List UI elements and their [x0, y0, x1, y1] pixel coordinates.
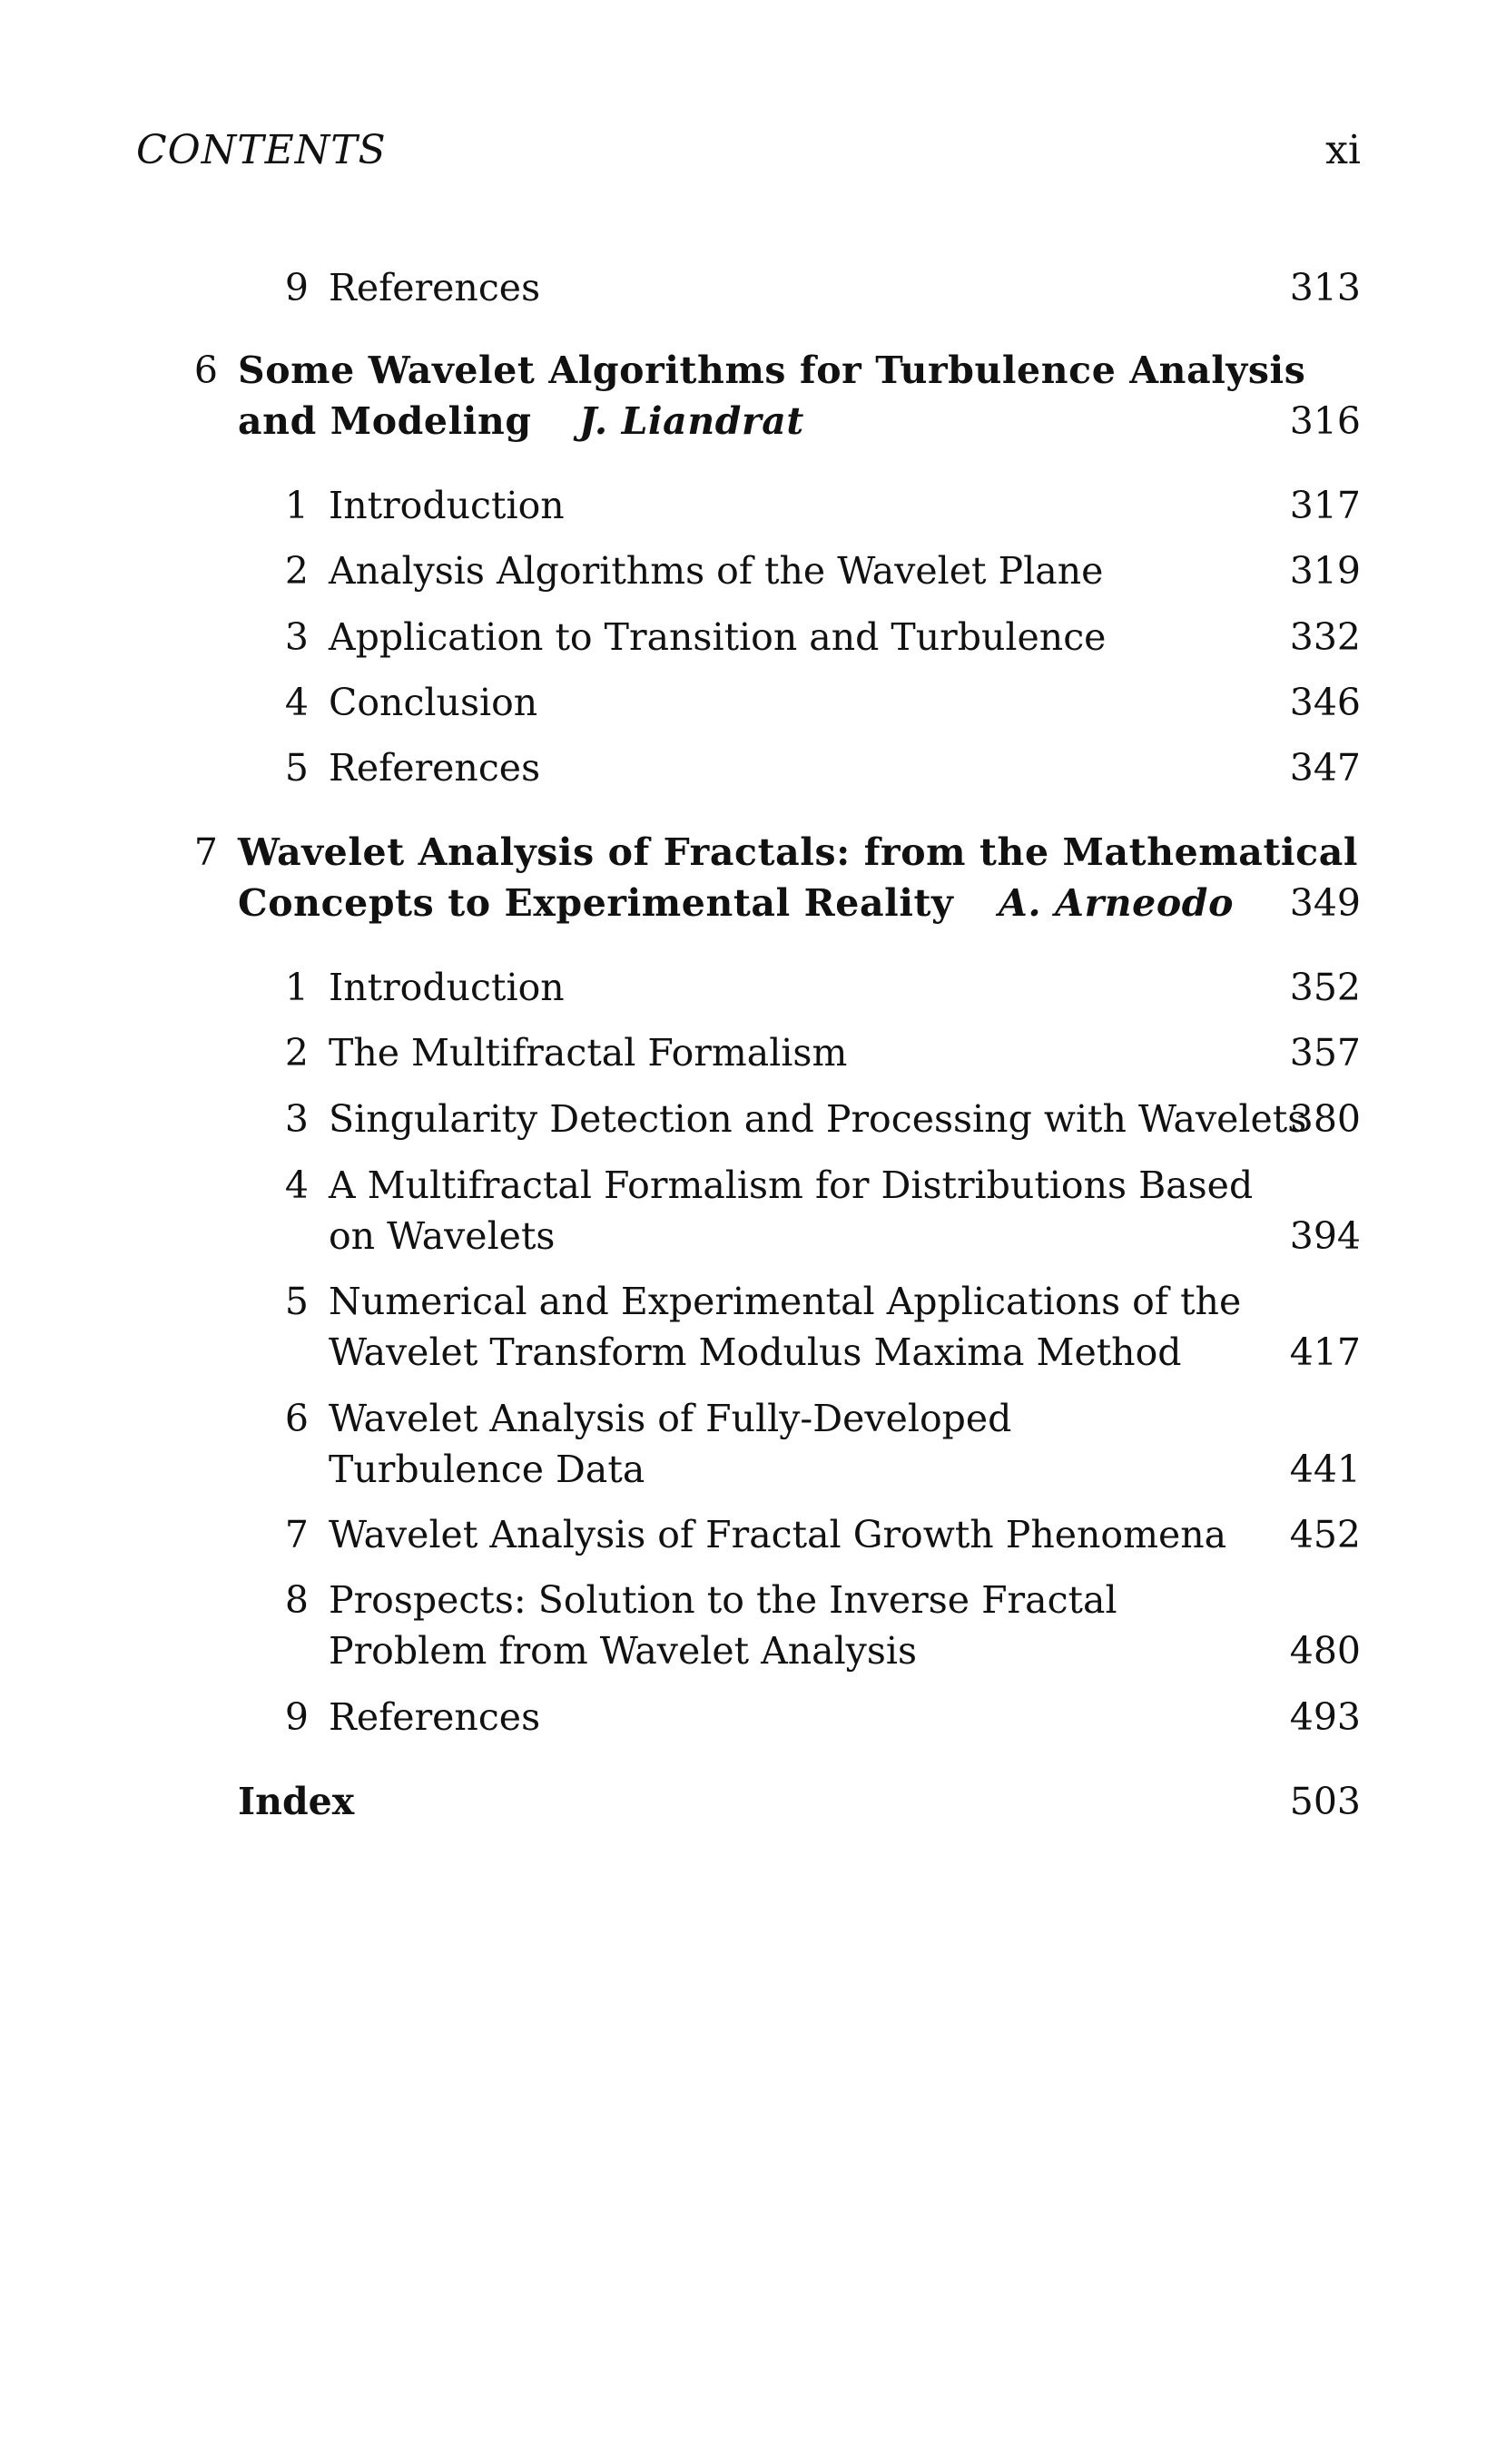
toc-entry-page: 441 [1289, 1448, 1361, 1491]
toc-entry [0, 1393, 1506, 1445]
toc-entry-page: 493 [1289, 1695, 1361, 1739]
toc-entry [0, 1160, 1506, 1212]
toc-entry-number: 9 [284, 1695, 309, 1739]
toc-index-page: 503 [1289, 1780, 1361, 1823]
toc-entry-page: 380 [1289, 1097, 1361, 1141]
toc-entry [0, 262, 1506, 314]
toc-entry-number: 5 [284, 746, 309, 790]
toc-entry-page: 332 [1289, 615, 1361, 659]
toc-entry-page: 480 [1289, 1629, 1361, 1673]
toc-entry-number: 3 [284, 1097, 309, 1141]
toc-entry-title: Singularity Detection and Processing with Wavelets [329, 1097, 1307, 1141]
toc-entry-number: 7 [284, 1513, 309, 1556]
toc-entry [0, 1509, 1506, 1561]
running-head [136, 127, 1361, 174]
toc-entry-title: References [329, 746, 541, 790]
toc-chapter-author: J. Liandrat [579, 399, 804, 443]
toc-entry-page: 452 [1289, 1513, 1361, 1556]
toc-entry-title: on Wavelets [329, 1214, 556, 1258]
toc-index-entry [0, 1776, 1506, 1828]
toc-entry-title: Application to Transition and Turbulence [329, 615, 1107, 659]
toc-entry [0, 742, 1506, 794]
toc-entry-title: Turbulence Data [329, 1448, 645, 1491]
toc-entry [0, 612, 1506, 663]
toc-entry-title: References [329, 1695, 541, 1739]
toc-chapter-title-line: and Modeling [238, 399, 532, 443]
toc-chapter-page: 349 [1289, 881, 1361, 925]
toc-entry-number: 8 [284, 1578, 309, 1622]
toc-chapter-title-line: Wavelet Analysis of Fractals: from the Mathematical [238, 830, 1359, 874]
toc-chapter-entry [0, 827, 1506, 879]
toc-entry-number: 2 [284, 549, 309, 593]
toc-chapter-author: A. Arneodo [999, 881, 1235, 925]
toc-entry [0, 1692, 1506, 1743]
toc-entry [0, 1027, 1506, 1079]
toc-entry-number: 3 [284, 615, 309, 659]
toc-chapter-title-line: Concepts to Experimental Reality [238, 881, 954, 925]
toc-entry-number: 6 [284, 1397, 309, 1440]
toc-entry-page: 346 [1289, 681, 1361, 724]
toc-entry-continued [0, 1625, 1506, 1677]
toc-entry-number: 1 [284, 484, 309, 527]
toc-entry-title: Numerical and Experimental Applications of the [329, 1280, 1242, 1323]
toc-entry-title: Wavelet Analysis of Fully-Developed [329, 1397, 1012, 1440]
toc-entry [0, 962, 1506, 1014]
toc-entry-title: Wavelet Transform Modulus Maxima Method [329, 1330, 1182, 1374]
toc-entry-title: Analysis Algorithms of the Wavelet Plane [329, 549, 1104, 593]
toc-entry-page: 319 [1289, 549, 1361, 593]
toc-entry-continued [0, 1444, 1506, 1496]
toc-entry-page: 417 [1289, 1330, 1361, 1374]
toc-entry-title: Introduction [329, 484, 565, 527]
toc-entry [0, 677, 1506, 729]
toc-entry-number: 5 [284, 1280, 309, 1323]
toc-index-title: Index [238, 1780, 355, 1823]
toc-chapter-entry [0, 345, 1506, 397]
toc-entry-number: 1 [284, 966, 309, 1009]
toc-chapter-title-line: Some Wavelet Algorithms for Turbulence Analysis [238, 348, 1306, 392]
toc-entry-page: 317 [1289, 484, 1361, 527]
toc-entry-number: 4 [284, 681, 309, 724]
toc-entry-page: 347 [1289, 746, 1361, 790]
toc-entry [0, 545, 1506, 597]
toc-entry-title: Prospects: Solution to the Inverse Fractal [329, 1578, 1117, 1622]
toc-entry [0, 1276, 1506, 1328]
toc-entry-title: Problem from Wavelet Analysis [329, 1629, 918, 1673]
running-head-page-number: xi [1325, 127, 1361, 173]
toc-entry-title: A Multifractal Formalism for Distributions Based [329, 1163, 1254, 1207]
toc-entry-continued [0, 1211, 1506, 1262]
toc-entry-number: 2 [284, 1031, 309, 1075]
toc-entry-page: 394 [1289, 1214, 1361, 1258]
running-head-title: CONTENTS [136, 127, 387, 173]
toc-chapter-entry-continued [0, 396, 1506, 447]
toc-chapter-entry-continued [0, 878, 1506, 929]
toc-entry-title: Conclusion [329, 681, 538, 724]
toc-entry-page: 357 [1289, 1031, 1361, 1075]
toc-entry-title: Introduction [329, 966, 565, 1009]
toc-entry [0, 480, 1506, 532]
toc-entry-page: 352 [1289, 966, 1361, 1009]
toc-entry-number: 9 [284, 266, 309, 309]
toc-chapter-page: 316 [1289, 399, 1361, 443]
toc-entry-title: Wavelet Analysis of Fractal Growth Phenomena [329, 1513, 1227, 1556]
toc-entry [0, 1575, 1506, 1626]
toc-entry-title: References [329, 266, 541, 309]
toc-entry-continued [0, 1327, 1506, 1379]
toc-entry [0, 1094, 1506, 1145]
toc-entry-number: 4 [284, 1163, 309, 1207]
toc-entry-title: The Multifractal Formalism [329, 1031, 848, 1075]
toc-chapter-number: 7 [193, 830, 218, 874]
toc-entry-page: 313 [1289, 266, 1361, 309]
toc-chapter-number: 6 [193, 348, 218, 392]
